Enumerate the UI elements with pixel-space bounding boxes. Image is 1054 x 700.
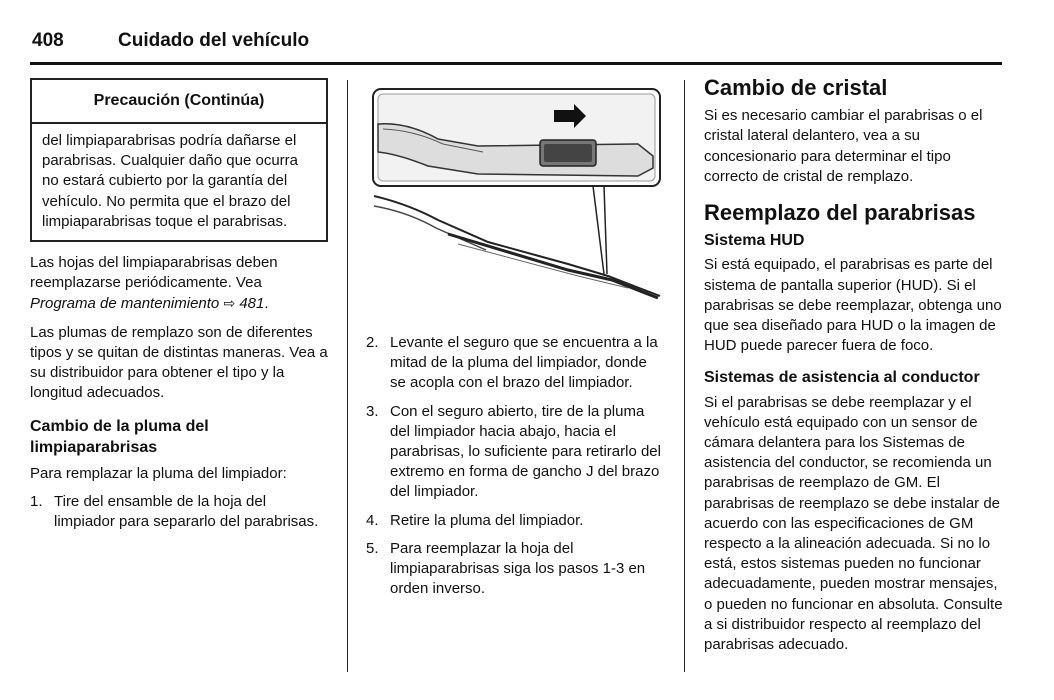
glass-change-heading: Cambio de cristal (704, 75, 888, 100)
page-number: 408 (32, 30, 64, 51)
maintenance-schedule-link[interactable]: Programa de mantenimiento (30, 295, 220, 313)
step-item (366, 333, 666, 394)
step-text: Levante el seguro que se encuentra a la mitad de la pluma del limpiador, donde se acopla con el brazo del limpiador. (390, 334, 658, 392)
reference-page[interactable]: 481 (239, 295, 265, 313)
caution-title: Precaución (Continúa) (32, 80, 326, 124)
hud-subheading: Sistema HUD (704, 232, 805, 250)
blade-replacement-paragraph: Las hojas del limpiaparabrisas deben reemplazarse periódicamente. Vea Programa de mantenimiento ⇨ 481. (30, 254, 278, 313)
step-text: Con el seguro abierto, tire de la pluma del limpiador hacia abajo, hacia el parabrisas, lo suficiente para retirarlo del extremo en forma de gancho J del brazo del limpiador. (390, 402, 661, 501)
step-number: 3. (366, 402, 379, 420)
wiper-blade-heading: Cambio de la pluma del limpiaparabrisas (30, 418, 209, 456)
windshield-replacement-heading: Reemplazo del parabrisas (704, 200, 976, 226)
step-text: Tire del ensamble de la hoja del limpiador para separarlo del parabrisas. (54, 493, 319, 531)
column-divider-right (684, 80, 685, 672)
middle-column (366, 333, 666, 607)
replacement-types-paragraph: Las plumas de remplazo son de diferentes tipos y se quitan de distintas maneras. Vea a su distribuidor para obtener el tipo y la longitud adecuados. (30, 323, 328, 402)
header-rule (30, 62, 1002, 65)
caution-text: del limpiaparabrisas podría dañarse el parabrisas. Cualquier daño que ocurra no estará cubierto por la garantía del vehículo. No permita que el brazo del limpiaparabrisas toque el parabrisas. (42, 132, 298, 230)
step-number: 2. (366, 334, 379, 351)
section-title: Cuidado del vehículo (118, 30, 310, 51)
column-divider-left (347, 80, 348, 672)
step-item (366, 511, 666, 531)
step-item (366, 402, 666, 503)
wiper-intro: Para remplazar la pluma del limpiador: (30, 464, 287, 482)
step-number: 4. (366, 511, 379, 529)
page-header (32, 30, 1002, 60)
step-item (366, 539, 666, 600)
left-column (30, 253, 330, 540)
wiper-blade-illustration (368, 84, 666, 302)
left-steps (30, 492, 330, 532)
right-column (704, 75, 1004, 663)
step-text: Retire la pluma del limpiador. (390, 511, 584, 529)
step-number: 1. (30, 493, 43, 511)
arrow-reference-icon: ⇨ (223, 295, 236, 312)
step-text: Para reemplazar la hoja del limpiaparabrisas siga los pasos 1-3 en orden inverso. (390, 539, 646, 598)
glass-change-paragraph: Si es necesario cambiar el parabrisas o el cristal lateral delantero, vea a su concesionario para determinar el tipo correcto de cristal de remplazo. (704, 107, 983, 185)
step-item (30, 492, 330, 532)
middle-steps (366, 333, 666, 599)
hud-paragraph: Si está equipado, el parabrisas es parte del sistema de pantalla superior (HUD). Si el parabrisas se debe reemplazar, obtenga uno que sea diseñado para HUD o la imagen de HUD puede parecer fuera de foco. (704, 256, 1002, 355)
driver-assist-paragraph: Si el parabrisas se debe reemplazar y el vehículo está equipado con un sensor de cámara delantera para los Sistemas de asistencia del conductor, se recomienda un parabrisas de reemplazo de GM. El parabrisas de reemplazo se debe instalar de acuerdo con las especificaciones de GM respecto a la alineación adecuada. Si no lo está, estos sistemas pueden no funcionar adecuadamente, pueden mostrar mensajes, o pueden no funcionar en absoluta. Consulte a si distribuidor respecto al reemplazo del parabrisas adecuado. (704, 393, 1003, 654)
step-number: 5. (366, 539, 379, 557)
caution-box (30, 78, 328, 242)
driver-assist-subheading: Sistemas de asistencia al conductor (704, 369, 980, 387)
